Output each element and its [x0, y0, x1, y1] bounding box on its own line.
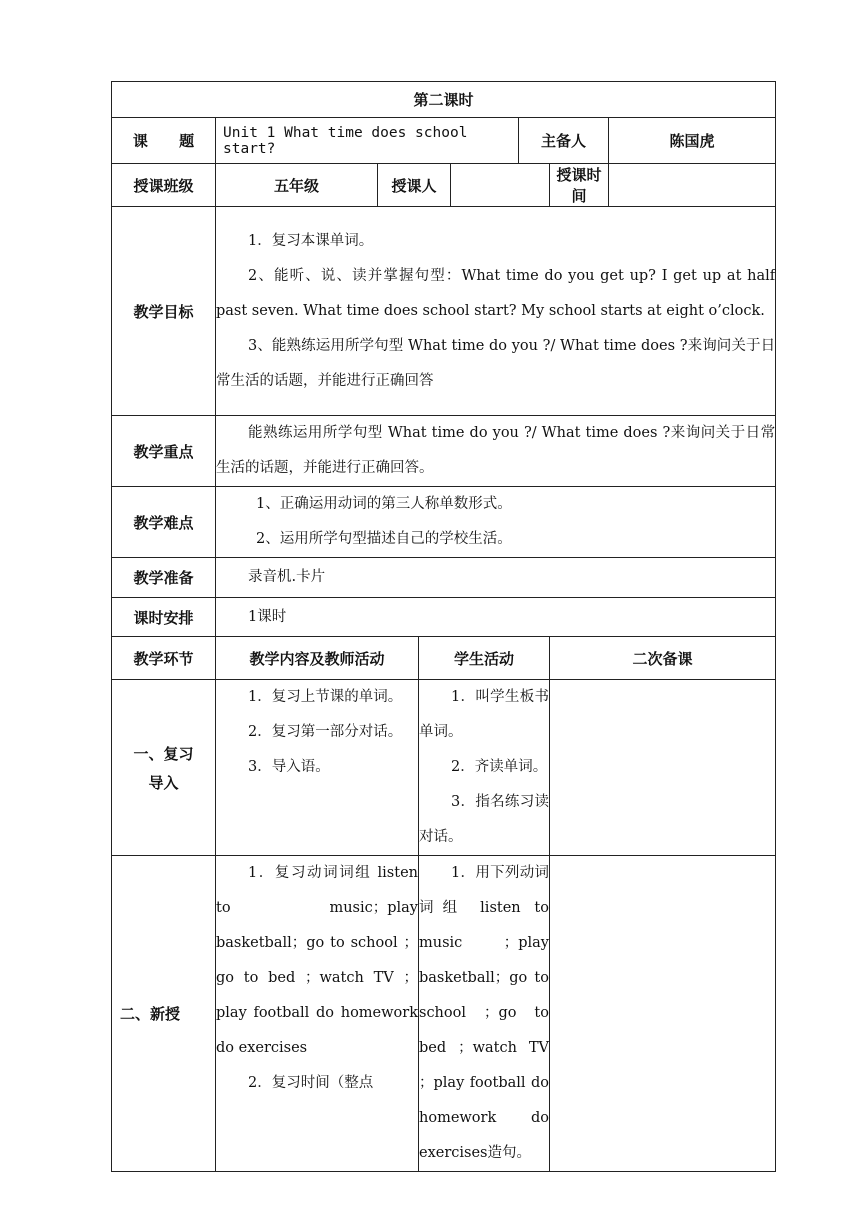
preparer-label: 主备人	[519, 118, 609, 164]
header-teacher-activity: 教学内容及教师活动	[216, 637, 419, 680]
preparation-label: 教学准备	[112, 558, 216, 598]
objective-1: 1．复习本课单词。	[248, 232, 374, 249]
teacher-value	[451, 164, 550, 207]
class-label: 授课班级	[112, 164, 216, 207]
objectives-label: 教学目标	[112, 207, 216, 416]
review-second-prep	[550, 680, 776, 856]
review-student-1: 1．叫学生板书单词。	[419, 689, 549, 740]
stage-review-line1: 一、复习	[133, 744, 194, 763]
header-second-prep: 二次备课	[550, 637, 776, 680]
new-teacher-activity	[216, 856, 419, 1172]
objective-2: 2、能听、说、读并掌握句型：What time do you get up? I get up at half past seven. What time does school start? My school starts at eight o’clock.	[216, 267, 776, 319]
review-teacher-3: 3．导入语。	[248, 759, 330, 775]
teacher-label: 授课人	[378, 164, 451, 207]
new-student-activity	[419, 856, 550, 1172]
difficulties-label: 教学难点	[112, 487, 216, 558]
new-student-1: 1．用下列动词词组 listen to music ；play basketball；go to school ；go to bed ；watch TV ；play football do homework do exercises造句。	[419, 865, 549, 1161]
review-student-activity	[419, 680, 550, 856]
header-student-activity: 学生活动	[419, 637, 550, 680]
subject-label: 课 题	[112, 118, 216, 164]
new-teacher-2: 2．复习时间（整点	[248, 1075, 374, 1091]
objective-3: 3、能熟练运用所学句型 What time do you ?/ What time does ?来询问关于日常生活的话题，并能进行正确回答	[216, 337, 776, 389]
review-student-3: 3．指名练习读对话。	[419, 794, 549, 845]
difficulty-2: 2、运用所学句型描述自己的学校生活。	[256, 531, 512, 547]
key-points-label: 教学重点	[112, 416, 216, 487]
time-value	[609, 164, 776, 207]
difficulty-1: 1、正确运用动词的第三人称单数形式。	[256, 496, 512, 512]
stage-new-teaching: 二、新授	[112, 856, 216, 1172]
new-teacher-1: 1．复习动词词组 listen to music；play basketball；go to school ；go to bed ；watch TV ；play football do homework do exercises	[216, 865, 418, 1056]
review-teacher-2: 2．复习第一部分对话。	[248, 724, 403, 740]
subject-value: Unit 1 What time does school start?	[216, 118, 519, 164]
schedule-text: 1课时	[216, 598, 776, 637]
stage-review	[112, 680, 216, 856]
time-label: 授课时间	[550, 164, 609, 207]
objectives-content	[216, 207, 776, 416]
schedule-label: 课时安排	[112, 598, 216, 637]
preparer-value: 陈国虎	[609, 118, 776, 164]
review-teacher-1: 1．复习上节课的单词。	[248, 689, 403, 705]
new-second-prep	[550, 856, 776, 1172]
class-value: 五年级	[216, 164, 378, 207]
stage-review-line2: 导入	[148, 773, 179, 792]
difficulties-content	[216, 487, 776, 558]
preparation-text: 录音机.卡片	[216, 558, 776, 598]
lesson-title: 第二课时	[112, 82, 776, 118]
review-student-2: 2．齐读单词。	[451, 759, 548, 775]
key-points-text: 能熟练运用所学句型 What time do you ?/ What time does ?来询问关于日常生活的话题，并能进行正确回答。	[216, 416, 776, 487]
header-stage: 教学环节	[112, 637, 216, 680]
lesson-plan-table	[111, 81, 776, 1172]
review-teacher-activity	[216, 680, 419, 856]
